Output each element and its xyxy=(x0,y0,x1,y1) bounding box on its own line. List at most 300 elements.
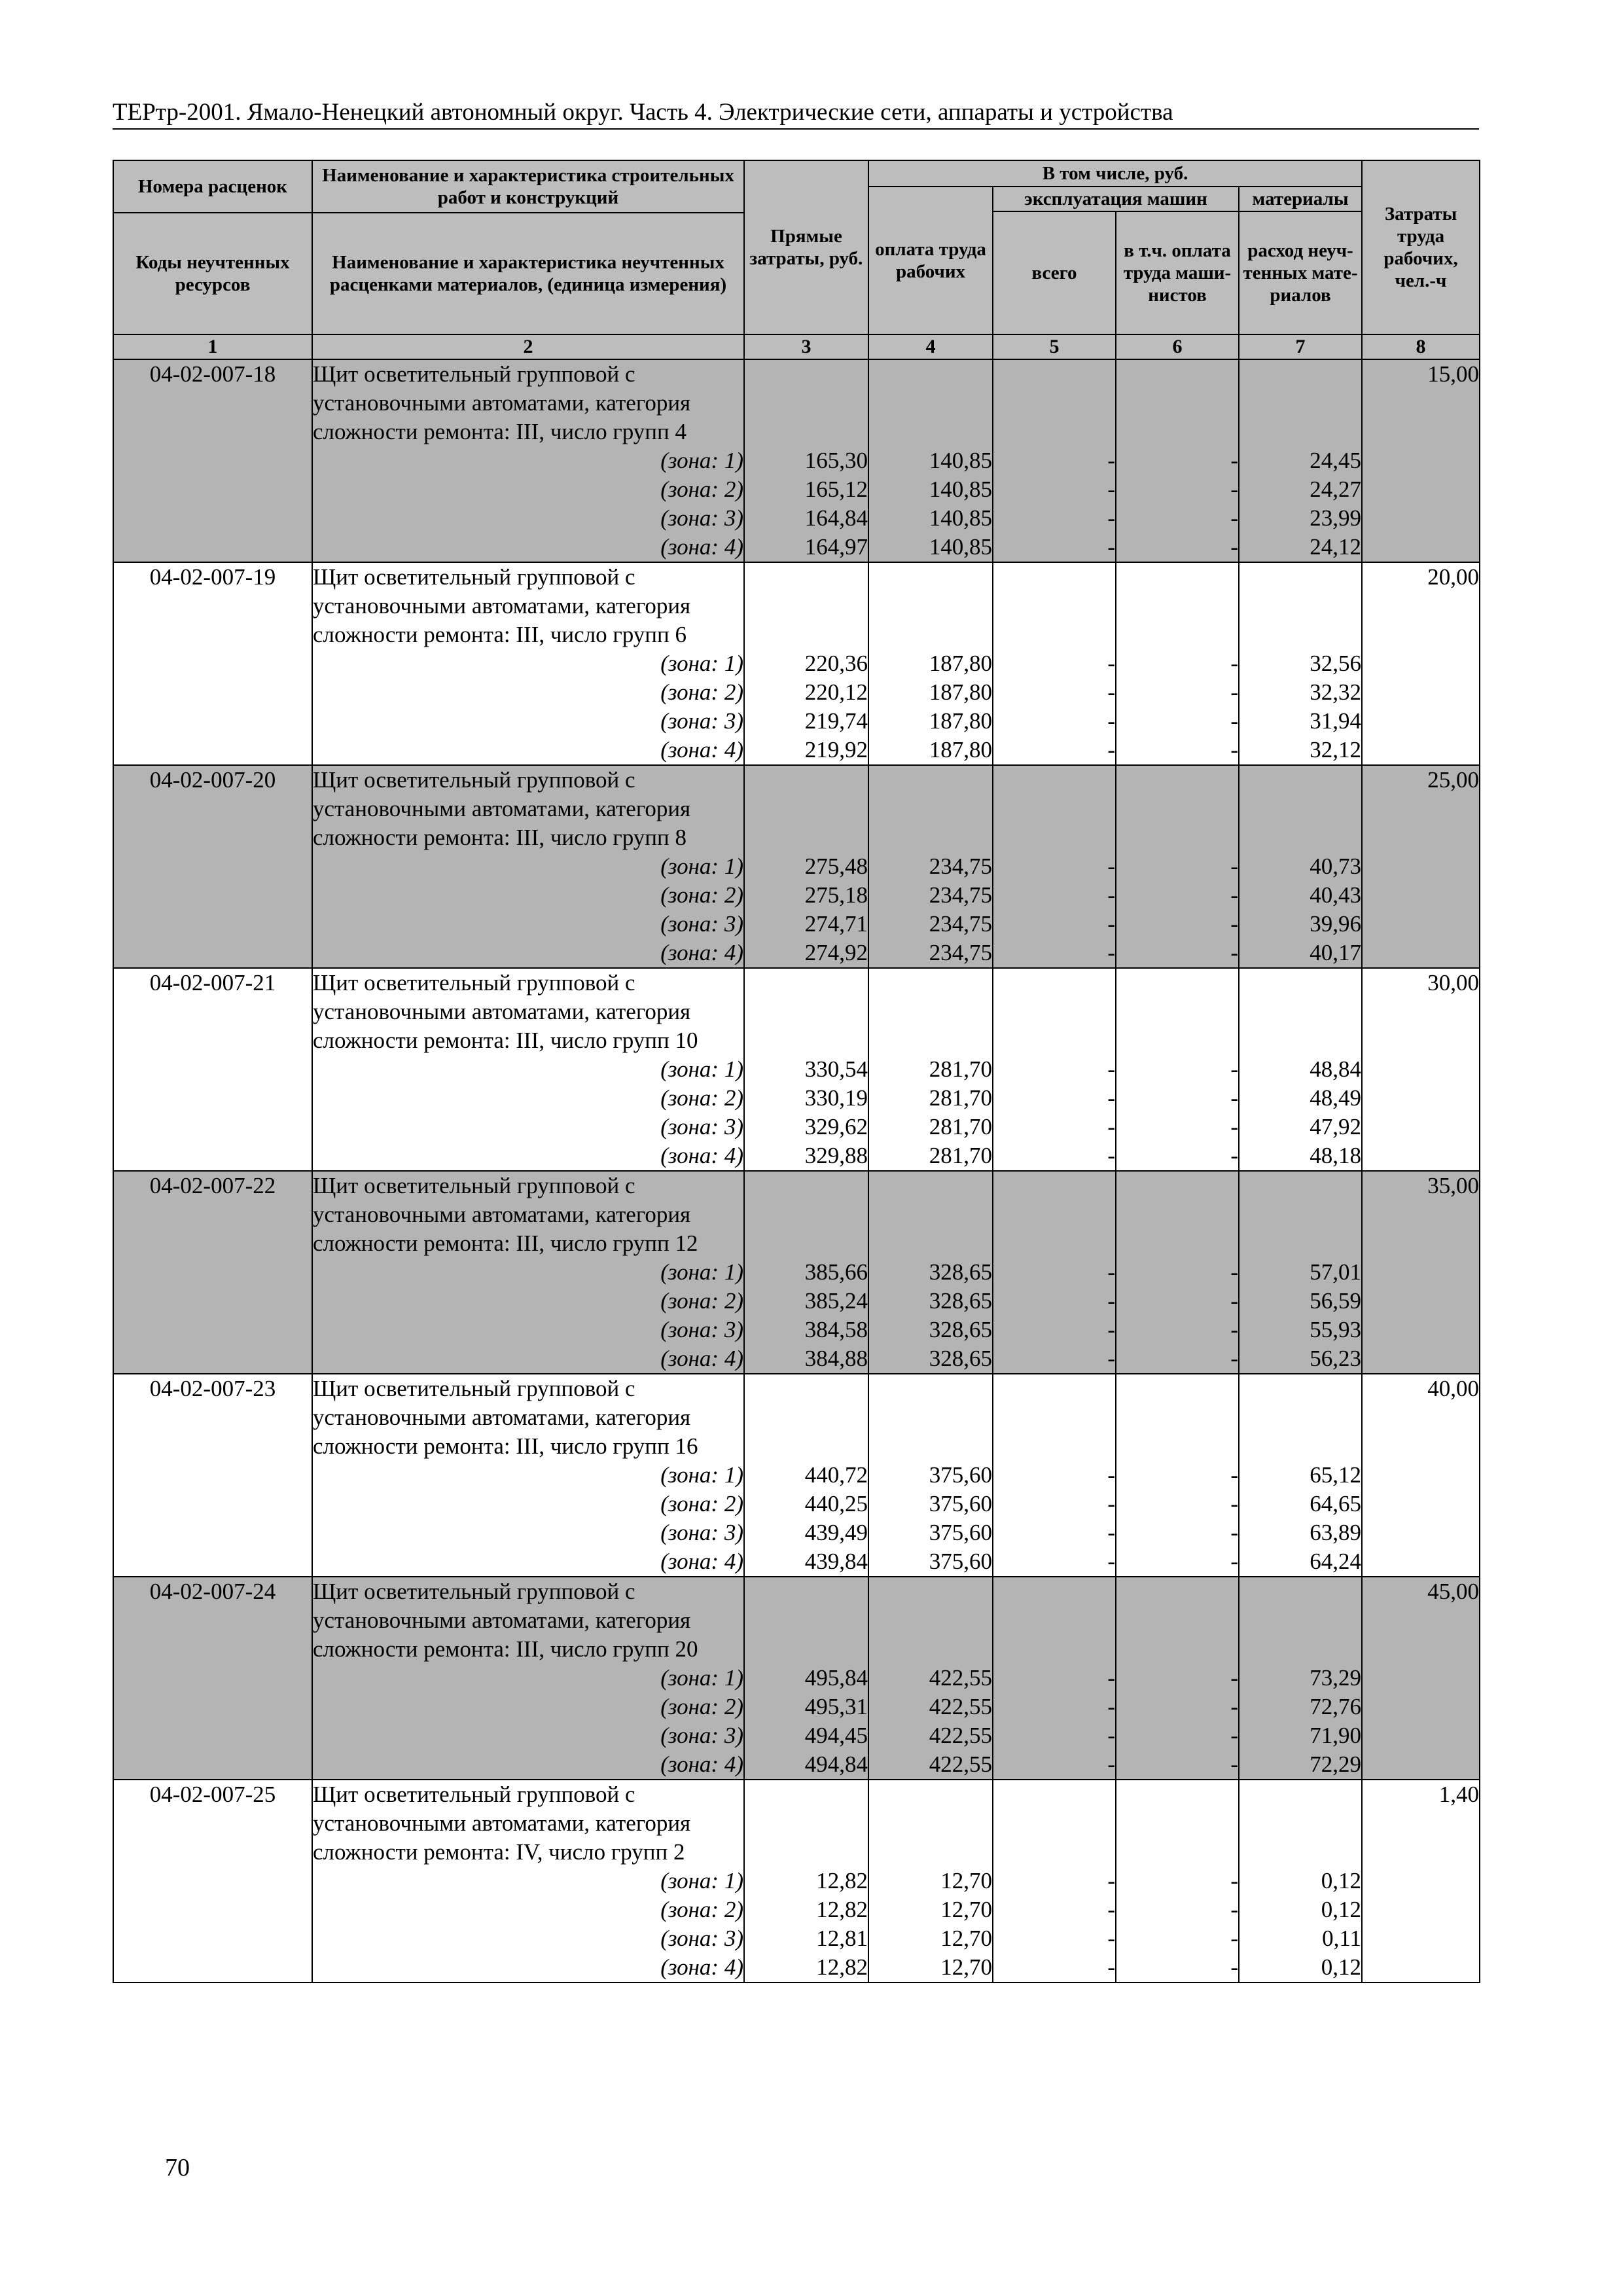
materials-cost: 32,32 xyxy=(1310,679,1362,705)
machinist-pay: - xyxy=(1230,651,1238,676)
machine-total: - xyxy=(1107,1143,1115,1168)
zone-label: (зона: 3) xyxy=(660,1723,743,1748)
description-line: Щит осветительный групповой с xyxy=(313,1376,635,1401)
worker-pay: 187,80 xyxy=(929,708,992,734)
materials-cost: 48,49 xyxy=(1310,1085,1362,1111)
rate-code: 04-02-007-18 xyxy=(113,359,312,562)
description-line: установочными автоматами, категория xyxy=(313,390,691,416)
description-line: Щит осветительный групповой с xyxy=(313,767,635,793)
labor-cost-cell xyxy=(1362,1780,1480,1982)
col-number: 2 xyxy=(312,334,744,359)
labor-cost: 35,00 xyxy=(1427,1173,1480,1198)
materials-cost: 0,12 xyxy=(1321,1868,1362,1893)
materials-cost: 63,89 xyxy=(1310,1520,1362,1545)
rate-description xyxy=(312,1374,744,1577)
worker-pay: 422,55 xyxy=(929,1665,992,1691)
direct-cost-cell xyxy=(744,562,868,765)
materials-cost: 48,18 xyxy=(1310,1143,1362,1168)
machine-total-cell xyxy=(993,765,1116,968)
worker-pay: 12,70 xyxy=(940,1954,992,1980)
worker-pay: 187,80 xyxy=(929,679,992,705)
zone-label: (зона: 3) xyxy=(660,1520,743,1545)
direct-cost: 274,92 xyxy=(804,940,868,965)
col-number: 7 xyxy=(1239,334,1362,359)
machine-total: - xyxy=(1107,1114,1115,1139)
materials-cost: 32,12 xyxy=(1310,737,1362,762)
header-materials-consumption: расход неуч-тенных мате-риалов xyxy=(1239,211,1362,334)
worker-pay: 281,70 xyxy=(929,1143,992,1168)
machinist-pay: - xyxy=(1230,853,1238,879)
worker-pay: 12,70 xyxy=(940,1897,992,1922)
machinist-pay: - xyxy=(1230,1491,1238,1516)
rate-row xyxy=(113,765,1480,968)
worker-pay: 375,60 xyxy=(929,1520,992,1545)
direct-cost: 495,84 xyxy=(804,1665,868,1691)
worker-pay: 422,55 xyxy=(929,1751,992,1777)
rate-code: 04-02-007-25 xyxy=(113,1780,312,1982)
zone-label: (зона: 2) xyxy=(660,882,743,908)
machinist-pay: - xyxy=(1230,1462,1238,1488)
machinist-pay: - xyxy=(1230,1549,1238,1574)
rate-code: 04-02-007-24 xyxy=(113,1577,312,1780)
rate-description xyxy=(312,968,744,1171)
zone-label: (зона: 2) xyxy=(660,1288,743,1314)
rate-row xyxy=(113,968,1480,1171)
worker-pay: 328,65 xyxy=(929,1288,992,1314)
description-line: сложности ремонта: III, число групп 20 xyxy=(313,1636,698,1662)
materials-cost: 55,93 xyxy=(1310,1317,1362,1342)
zone-label: (зона: 3) xyxy=(660,708,743,734)
worker-pay: 375,60 xyxy=(929,1549,992,1574)
materials-cost: 71,90 xyxy=(1310,1723,1362,1748)
worker-pay: 422,55 xyxy=(929,1694,992,1719)
machine-total: - xyxy=(1107,708,1115,734)
rate-description xyxy=(312,1780,744,1982)
machine-total: - xyxy=(1107,1259,1115,1285)
labor-cost-cell xyxy=(1362,968,1480,1171)
labor-cost: 25,00 xyxy=(1427,767,1480,793)
labor-cost-cell xyxy=(1362,765,1480,968)
description-line: Щит осветительный групповой с xyxy=(313,1579,635,1604)
direct-cost: 275,18 xyxy=(804,882,868,908)
machine-total: - xyxy=(1107,1288,1115,1314)
labor-cost: 20,00 xyxy=(1427,564,1480,590)
direct-cost-cell xyxy=(744,765,868,968)
materials-cost: 73,29 xyxy=(1310,1665,1362,1691)
materials-cost: 31,94 xyxy=(1310,708,1362,734)
machinist-pay: - xyxy=(1230,940,1238,965)
direct-cost: 330,19 xyxy=(804,1085,868,1111)
direct-cost: 385,24 xyxy=(804,1288,868,1314)
machine-total: - xyxy=(1107,534,1115,560)
machine-total: - xyxy=(1107,1926,1115,1951)
materials-cost: 0,12 xyxy=(1321,1897,1362,1922)
direct-cost-cell xyxy=(744,1171,868,1374)
zone-label: (зона: 1) xyxy=(660,1462,743,1488)
col-number: 6 xyxy=(1116,334,1239,359)
machinist-pay: - xyxy=(1230,1085,1238,1111)
header-direct-costs: Прямые затраты, руб. xyxy=(744,160,868,334)
worker-pay: 12,70 xyxy=(940,1926,992,1951)
machinist-pay: - xyxy=(1230,448,1238,473)
header-including: В том числе, руб. xyxy=(868,160,1362,187)
machine-total-cell xyxy=(993,1171,1116,1374)
machinist-pay: - xyxy=(1230,1723,1238,1748)
direct-cost: 164,97 xyxy=(804,534,868,560)
zone-label: (зона: 4) xyxy=(660,1751,743,1777)
worker-pay: 12,70 xyxy=(940,1868,992,1893)
materials-cost-cell xyxy=(1239,968,1362,1171)
machine-total-cell xyxy=(993,1780,1116,1982)
worker-pay-cell xyxy=(868,765,993,968)
description-line: установочными автоматами, категория xyxy=(313,796,691,821)
description-line: установочными автоматами, категория xyxy=(313,1810,691,1836)
direct-cost: 329,88 xyxy=(804,1143,868,1168)
labor-cost-cell xyxy=(1362,359,1480,562)
description-line: сложности ремонта: III, число групп 12 xyxy=(313,1230,698,1256)
header-materials: материалы xyxy=(1239,187,1362,211)
labor-cost: 45,00 xyxy=(1427,1579,1480,1604)
machinist-pay: - xyxy=(1230,679,1238,705)
description-line: Щит осветительный групповой с xyxy=(313,1173,635,1198)
col-number: 5 xyxy=(993,334,1116,359)
worker-pay-cell xyxy=(868,1171,993,1374)
zone-label: (зона: 1) xyxy=(660,448,743,473)
worker-pay: 281,70 xyxy=(929,1085,992,1111)
description-line: сложности ремонта: III, число групп 6 xyxy=(313,622,687,647)
rate-code: 04-02-007-21 xyxy=(113,968,312,1171)
machine-total: - xyxy=(1107,1868,1115,1893)
zone-label: (зона: 3) xyxy=(660,505,743,531)
materials-cost: 24,27 xyxy=(1310,476,1362,502)
description-line: установочными автоматами, категория xyxy=(313,593,691,619)
machinist-pay: - xyxy=(1230,1954,1238,1980)
machine-total: - xyxy=(1107,1520,1115,1545)
direct-cost: 12,82 xyxy=(816,1954,868,1980)
machine-total: - xyxy=(1107,476,1115,502)
machinist-pay: - xyxy=(1230,1259,1238,1285)
machinist-pay: - xyxy=(1230,1694,1238,1719)
machine-total-cell xyxy=(993,1577,1116,1780)
worker-pay: 140,85 xyxy=(929,505,992,531)
machinist-pay-cell xyxy=(1116,1780,1239,1982)
machine-total: - xyxy=(1107,1491,1115,1516)
materials-cost-cell xyxy=(1239,359,1362,562)
direct-cost: 439,84 xyxy=(804,1549,868,1574)
materials-cost: 48,84 xyxy=(1310,1056,1362,1082)
labor-cost-cell xyxy=(1362,562,1480,765)
zone-label: (зона: 4) xyxy=(660,1143,743,1168)
rate-row xyxy=(113,562,1480,765)
direct-cost: 440,72 xyxy=(804,1462,868,1488)
worker-pay: 328,65 xyxy=(929,1259,992,1285)
machinist-pay: - xyxy=(1230,708,1238,734)
worker-pay-cell xyxy=(868,1577,993,1780)
direct-cost: 495,31 xyxy=(804,1694,868,1719)
machine-total: - xyxy=(1107,505,1115,531)
worker-pay-cell xyxy=(868,562,993,765)
worker-pay: 281,70 xyxy=(929,1056,992,1082)
machine-total: - xyxy=(1107,1462,1115,1488)
zone-label: (зона: 2) xyxy=(660,476,743,502)
machine-total: - xyxy=(1107,1897,1115,1922)
direct-cost: 275,48 xyxy=(804,853,868,879)
direct-cost-cell xyxy=(744,359,868,562)
rate-description xyxy=(312,562,744,765)
rate-row xyxy=(113,1374,1480,1577)
zone-label: (зона: 3) xyxy=(660,1114,743,1139)
machinist-pay-cell xyxy=(1116,765,1239,968)
worker-pay: 140,85 xyxy=(929,448,992,473)
machinist-pay-cell xyxy=(1116,968,1239,1171)
machinist-pay: - xyxy=(1230,1346,1238,1371)
machine-total-cell xyxy=(993,1374,1116,1577)
header-machine-operation: эксплуатация машин xyxy=(993,187,1239,211)
rate-description xyxy=(312,1577,744,1780)
rates-table xyxy=(113,160,1480,1983)
machine-total: - xyxy=(1107,651,1115,676)
rate-row xyxy=(113,1780,1480,1982)
machinist-pay: - xyxy=(1230,911,1238,937)
machine-total: - xyxy=(1107,1954,1115,1980)
worker-pay: 328,65 xyxy=(929,1346,992,1371)
description-line: сложности ремонта: III, число групп 16 xyxy=(313,1433,698,1459)
description-line: сложности ремонта: III, число групп 10 xyxy=(313,1028,698,1053)
materials-cost: 56,23 xyxy=(1310,1346,1362,1371)
direct-cost: 220,36 xyxy=(804,651,868,676)
machinist-pay-cell xyxy=(1116,562,1239,765)
page-header: ТЕРтр-2001. Ямало-Ненецкий автономный округ. Часть 4. Электрические сети, аппараты и устройства xyxy=(113,97,1479,130)
direct-cost: 494,84 xyxy=(804,1751,868,1777)
machinist-pay: - xyxy=(1230,1056,1238,1082)
rate-code: 04-02-007-20 xyxy=(113,765,312,968)
rate-description xyxy=(312,765,744,968)
machinist-pay: - xyxy=(1230,1897,1238,1922)
worker-pay: 234,75 xyxy=(929,853,992,879)
machine-total: - xyxy=(1107,1751,1115,1777)
materials-cost: 65,12 xyxy=(1310,1462,1362,1488)
labor-cost: 1,40 xyxy=(1438,1782,1480,1807)
zone-label: (зона: 4) xyxy=(660,1549,743,1574)
description-line: сложности ремонта: III, число групп 4 xyxy=(313,419,687,444)
page-number: 70 xyxy=(165,2154,190,2181)
worker-pay-cell xyxy=(868,1374,993,1577)
direct-cost: 494,45 xyxy=(804,1723,868,1748)
description-line: сложности ремонта: IV, число групп 2 xyxy=(313,1839,685,1865)
zone-label: (зона: 1) xyxy=(660,1868,743,1893)
rate-row xyxy=(113,1577,1480,1780)
zone-label: (зона: 1) xyxy=(660,1056,743,1082)
rate-code: 04-02-007-19 xyxy=(113,562,312,765)
materials-cost: 56,59 xyxy=(1310,1288,1362,1314)
direct-cost: 12,82 xyxy=(816,1897,868,1922)
header-rate-numbers: Номера расценок xyxy=(113,160,312,213)
direct-cost: 440,25 xyxy=(804,1491,868,1516)
machine-total: - xyxy=(1107,1317,1115,1342)
col-number: 3 xyxy=(744,334,868,359)
materials-cost: 72,76 xyxy=(1310,1694,1362,1719)
zone-label: (зона: 4) xyxy=(660,1346,743,1371)
machinist-pay: - xyxy=(1230,476,1238,502)
machine-total: - xyxy=(1107,940,1115,965)
direct-cost-cell xyxy=(744,968,868,1171)
description-line: сложности ремонта: III, число групп 8 xyxy=(313,825,687,850)
zone-label: (зона: 3) xyxy=(660,911,743,937)
header-labor-costs: Затраты труда рабочих, чел.-ч xyxy=(1362,160,1480,334)
direct-cost: 384,58 xyxy=(804,1317,868,1342)
worker-pay-cell xyxy=(868,968,993,1171)
worker-pay: 140,85 xyxy=(929,476,992,502)
rate-code: 04-02-007-22 xyxy=(113,1171,312,1374)
labor-cost-cell xyxy=(1362,1171,1480,1374)
machinist-pay: - xyxy=(1230,882,1238,908)
worker-pay: 328,65 xyxy=(929,1317,992,1342)
machine-total: - xyxy=(1107,911,1115,937)
direct-cost-cell xyxy=(744,1374,868,1577)
machine-total-cell xyxy=(993,359,1116,562)
zone-label: (зона: 2) xyxy=(660,1694,743,1719)
zone-label: (зона: 1) xyxy=(660,651,743,676)
machinist-pay: - xyxy=(1230,1751,1238,1777)
machine-total-cell xyxy=(993,562,1116,765)
rate-description xyxy=(312,359,744,562)
materials-cost: 24,12 xyxy=(1310,534,1362,560)
direct-cost: 219,92 xyxy=(804,737,868,762)
description-line: Щит осветительный групповой с xyxy=(313,970,635,996)
worker-pay: 234,75 xyxy=(929,940,992,965)
rate-row xyxy=(113,359,1480,562)
zone-label: (зона: 4) xyxy=(660,940,743,965)
zone-label: (зона: 4) xyxy=(660,737,743,762)
machine-total: - xyxy=(1107,1549,1115,1574)
direct-cost: 385,66 xyxy=(804,1259,868,1285)
worker-pay: 187,80 xyxy=(929,737,992,762)
materials-cost: 40,17 xyxy=(1310,940,1362,965)
zone-label: (зона: 1) xyxy=(660,1259,743,1285)
worker-pay: 187,80 xyxy=(929,651,992,676)
machine-total-cell xyxy=(993,968,1116,1171)
zone-label: (зона: 2) xyxy=(660,1897,743,1922)
direct-cost: 164,84 xyxy=(804,505,868,531)
machinist-pay-cell xyxy=(1116,359,1239,562)
direct-cost: 329,62 xyxy=(804,1114,868,1139)
materials-cost: 32,56 xyxy=(1310,651,1362,676)
machinist-pay: - xyxy=(1230,1317,1238,1342)
zone-label: (зона: 2) xyxy=(660,1085,743,1111)
materials-cost: 0,12 xyxy=(1321,1954,1362,1980)
header-resource-codes: Коды неучтенных ресурсов xyxy=(113,213,312,334)
materials-cost-cell xyxy=(1239,1577,1362,1780)
header-worker-pay: оплата труда рабочих xyxy=(868,187,993,334)
labor-cost: 40,00 xyxy=(1427,1376,1480,1401)
zone-label: (зона: 4) xyxy=(660,534,743,560)
labor-cost: 30,00 xyxy=(1427,970,1480,996)
rate-code: 04-02-007-23 xyxy=(113,1374,312,1577)
description-line: установочными автоматами, категория xyxy=(313,1202,691,1227)
header-work-name: Наименование и характеристика строительных работ и конструкций xyxy=(312,160,744,213)
machine-total: - xyxy=(1107,1665,1115,1691)
worker-pay: 281,70 xyxy=(929,1114,992,1139)
description-line: Щит осветительный групповой с xyxy=(313,1782,635,1807)
machine-total: - xyxy=(1107,1346,1115,1371)
direct-cost: 330,54 xyxy=(804,1056,868,1082)
worker-pay-cell xyxy=(868,359,993,562)
materials-cost: 64,24 xyxy=(1310,1549,1362,1574)
zone-label: (зона: 2) xyxy=(660,679,743,705)
materials-cost-cell xyxy=(1239,1780,1362,1982)
machine-total: - xyxy=(1107,853,1115,879)
materials-cost: 64,65 xyxy=(1310,1491,1362,1516)
zone-label: (зона: 4) xyxy=(660,1954,743,1980)
worker-pay: 234,75 xyxy=(929,911,992,937)
col-number: 4 xyxy=(868,334,993,359)
materials-cost: 39,96 xyxy=(1310,911,1362,937)
materials-cost: 57,01 xyxy=(1310,1259,1362,1285)
machinist-pay: - xyxy=(1230,1868,1238,1893)
direct-cost: 219,74 xyxy=(804,708,868,734)
worker-pay: 140,85 xyxy=(929,534,992,560)
description-line: установочными автоматами, категория xyxy=(313,1607,691,1633)
col-number: 1 xyxy=(113,334,312,359)
col-number: 8 xyxy=(1362,334,1480,359)
machinist-pay: - xyxy=(1230,1143,1238,1168)
materials-cost-cell xyxy=(1239,765,1362,968)
zone-label: (зона: 2) xyxy=(660,1491,743,1516)
machinist-pay-cell xyxy=(1116,1171,1239,1374)
direct-cost-cell xyxy=(744,1780,868,1982)
direct-cost: 274,71 xyxy=(804,911,868,937)
materials-cost: 24,45 xyxy=(1310,448,1362,473)
machine-total: - xyxy=(1107,1056,1115,1082)
zone-label: (зона: 3) xyxy=(660,1317,743,1342)
direct-cost: 439,49 xyxy=(804,1520,868,1545)
description-line: установочными автоматами, категория xyxy=(313,1405,691,1430)
labor-cost: 15,00 xyxy=(1427,361,1480,387)
rate-row xyxy=(113,1171,1480,1374)
labor-cost-cell xyxy=(1362,1577,1480,1780)
direct-cost: 384,88 xyxy=(804,1346,868,1371)
materials-cost: 0,11 xyxy=(1322,1926,1362,1951)
worker-pay-cell xyxy=(868,1780,993,1982)
direct-cost: 12,82 xyxy=(816,1868,868,1893)
machine-total: - xyxy=(1107,882,1115,908)
materials-cost-cell xyxy=(1239,1374,1362,1577)
worker-pay: 234,75 xyxy=(929,882,992,908)
labor-cost-cell xyxy=(1362,1374,1480,1577)
header-machinist-pay: в т.ч. оплата труда маши-нистов xyxy=(1116,211,1239,334)
machine-total: - xyxy=(1107,1085,1115,1111)
materials-cost-cell xyxy=(1239,562,1362,765)
worker-pay: 375,60 xyxy=(929,1462,992,1488)
machinist-pay: - xyxy=(1230,505,1238,531)
machinist-pay: - xyxy=(1230,1926,1238,1951)
materials-cost: 72,29 xyxy=(1310,1751,1362,1777)
description-line: Щит осветительный групповой с xyxy=(313,564,635,590)
header-machine-total: всего xyxy=(993,211,1116,334)
machinist-pay: - xyxy=(1230,534,1238,560)
machinist-pay: - xyxy=(1230,1520,1238,1545)
machinist-pay-cell xyxy=(1116,1577,1239,1780)
machine-total: - xyxy=(1107,1723,1115,1748)
materials-cost: 40,73 xyxy=(1310,853,1362,879)
worker-pay: 422,55 xyxy=(929,1723,992,1748)
materials-cost: 40,43 xyxy=(1310,882,1362,908)
materials-cost-cell xyxy=(1239,1171,1362,1374)
zone-label: (зона: 1) xyxy=(660,1665,743,1691)
machinist-pay: - xyxy=(1230,1665,1238,1691)
direct-cost: 165,30 xyxy=(804,448,868,473)
table-header xyxy=(113,160,1480,359)
